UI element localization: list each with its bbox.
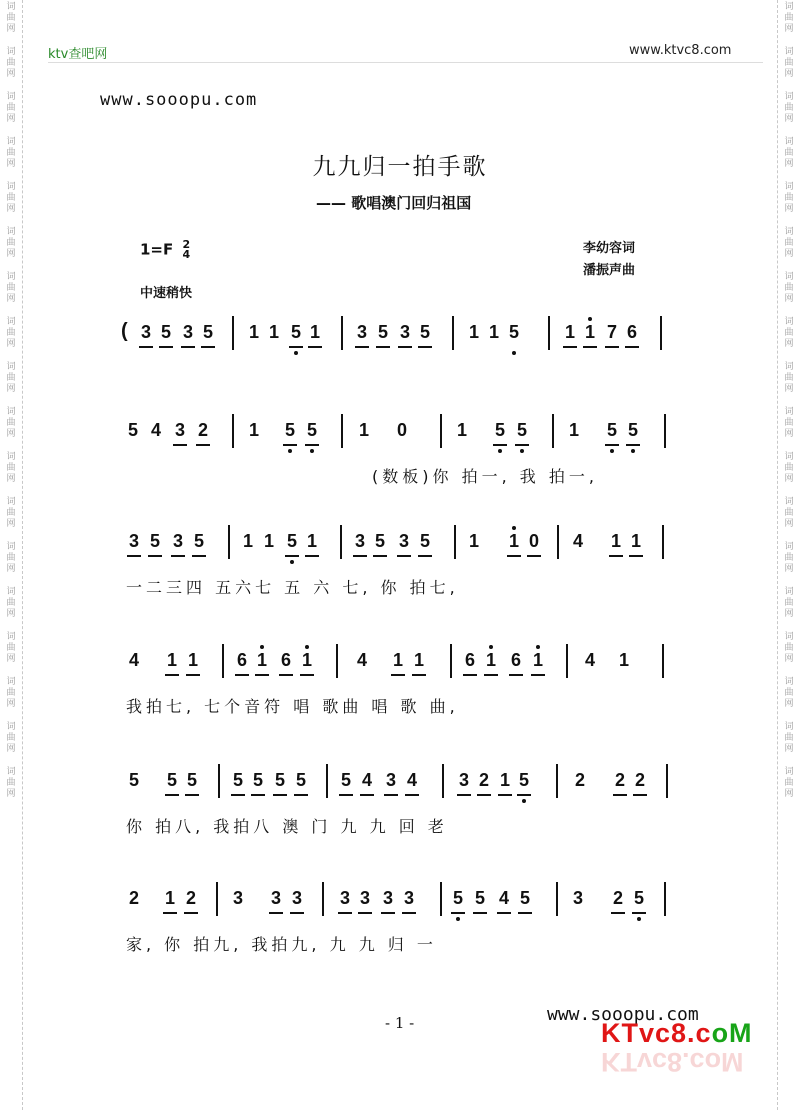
barline [557,525,559,559]
barline [228,525,230,559]
note: 4 [150,420,161,440]
note: 0 [526,531,542,552]
note: 6 [234,650,250,671]
note: 0 [396,420,407,440]
barline [440,882,442,916]
note: 1 [304,531,320,552]
barline [662,644,664,678]
note: 3 [172,420,188,441]
note: 5 [304,420,320,441]
note: 1 [562,322,578,343]
note: 5 [284,531,300,552]
ktvc8-logo [601,1018,753,1049]
header-site-url[interactable]: www.ktvc8.com [629,43,732,58]
note: 5 [604,420,620,441]
note: 2 [183,888,199,909]
note: 1 [162,888,178,909]
note: 2 [612,770,628,791]
note: 5 [472,888,488,909]
notation-line [0,531,800,567]
notation-line [0,322,800,358]
barline [222,644,224,678]
logo-reflection-b: oM [704,1047,744,1077]
left-margin-watermark: 词 曲 网 词 曲 网 词 曲 网 词 曲 网 词 曲 网 词 曲 网 词 曲 网 词 曲 网 词 曲 网 词 曲 网 词 曲 网 词 曲 网 词 曲 网 词 曲 网 词 曲 网 词 曲 网 词 曲 网 词 曲 网 [0,0,23,1110]
ktvc8-logo-reflection [601,1046,744,1077]
notation-line [0,420,800,456]
note: 5 [158,322,174,343]
opening-parenthesis: ( [121,320,128,342]
note: 1 [254,650,270,671]
logo-reflection-a: KTvc8.c [601,1047,705,1077]
note: 1 [608,531,624,552]
note: 5 [250,770,266,791]
note: 1 [248,322,259,342]
note: 5 [128,770,139,790]
barline [556,764,558,798]
barline [452,316,454,350]
barline [662,525,664,559]
note: 1 [248,420,259,440]
note: 5 [514,420,530,441]
note: 1 [299,650,315,671]
note: 1 [468,322,479,342]
note: 1 [358,420,369,440]
note: 2 [574,770,585,790]
lyricist: 李幼容词 [583,241,636,256]
barline [442,764,444,798]
barline [454,525,456,559]
note: 3 [572,888,583,908]
note: 1 [263,531,274,551]
notation-line [0,888,800,924]
note: 3 [396,531,412,552]
barline [664,414,666,448]
note: 1 [411,650,427,671]
note: 3 [383,770,399,791]
note: 3 [380,888,396,909]
note: 5 [631,888,647,909]
header-divider [48,62,763,63]
note: 1 [568,420,579,440]
note: 5 [272,770,288,791]
note: 3 [180,322,196,343]
note: 5 [200,322,216,343]
note: 5 [184,770,200,791]
note: 2 [195,420,211,441]
note: 4 [359,770,375,791]
note: 5 [417,322,433,343]
note: 1 [618,650,629,670]
note: 5 [230,770,246,791]
note: 3 [170,531,186,552]
song-title: 九九归一拍手歌 [312,154,488,180]
note: 1 [488,322,499,342]
barline [341,316,343,350]
barline [664,882,666,916]
note: 3 [354,322,370,343]
source-url: www.sooopu.com [100,90,258,110]
composer: 潘振声曲 [583,263,636,278]
note: 5 [492,420,508,441]
logo-part-a: KTvc8.c [601,1018,712,1048]
note: 1 [268,322,279,342]
note: 1 [582,322,598,343]
note: 1 [307,322,323,343]
notation-line [0,650,800,686]
note: 1 [456,420,467,440]
barline [450,644,452,678]
note: 5 [450,888,466,909]
note: 2 [128,888,139,908]
barline [548,316,550,350]
note: 5 [375,322,391,343]
note: 2 [610,888,626,909]
barline [216,882,218,916]
key-signature [140,240,190,260]
barline [552,414,554,448]
note: 4 [496,888,512,909]
note: 5 [191,531,207,552]
barline [660,316,662,350]
lyric-line: 一二三四 五六七 五 六 七, 你 拍七, [126,578,459,597]
note: 4 [572,531,583,551]
note: 3 [268,888,284,909]
note: 6 [278,650,294,671]
barline [440,414,442,448]
barline [566,644,568,678]
note: 3 [401,888,417,909]
note: 3 [456,770,472,791]
time-signature-bottom: 4 [182,248,191,261]
note: 1 [497,770,513,791]
barline [322,882,324,916]
note: 2 [476,770,492,791]
note: 3 [289,888,305,909]
time-signature-top: 2 [182,238,191,251]
barline [666,764,668,798]
note: 6 [508,650,524,671]
lyric-line: (数板)你 拍一, 我 拍一, [372,467,598,486]
note: 6 [624,322,640,343]
note: 3 [357,888,373,909]
note: 1 [468,531,479,551]
note: 5 [293,770,309,791]
note: 1 [483,650,499,671]
note: 5 [516,770,532,791]
note: 1 [390,650,406,671]
watermark-url: www.sooopu.com [547,1004,699,1025]
note: 3 [232,888,243,908]
time-signature [183,240,191,260]
note: 2 [632,770,648,791]
note: 7 [604,322,620,343]
header-site-name[interactable]: ktv查吧网 [48,47,108,62]
note: 5 [288,322,304,343]
note: 3 [337,888,353,909]
note: 1 [164,650,180,671]
barline [556,882,558,916]
note: 3 [352,531,368,552]
note: 3 [397,322,413,343]
note: 6 [462,650,478,671]
lyric-line: 你 拍八, 我拍八 澳 门 九 九 回 老 [126,817,448,836]
key-label: 1=F [140,240,174,259]
note: 5 [164,770,180,791]
note: 4 [356,650,367,670]
barline [340,525,342,559]
logo-part-b: oM [711,1018,753,1048]
note: 4 [584,650,595,670]
right-margin-watermark: 词 曲 网 词 曲 网 词 曲 网 词 曲 网 词 曲 网 词 曲 网 词 曲 网 词 曲 网 词 曲 网 词 曲 网 词 曲 网 词 曲 网 词 曲 网 词 曲 网 词 曲 网 词 曲 网 词 曲 网 词 曲 网 [777,0,800,1110]
note: 5 [282,420,298,441]
song-subtitle: —— 歌唱澳门回归祖国 [316,194,472,212]
note: 5 [417,531,433,552]
note: 1 [530,650,546,671]
barline [336,644,338,678]
note: 1 [185,650,201,671]
note: 5 [506,322,522,343]
page-number: - 1 - [385,1014,415,1032]
note: 1 [506,531,522,552]
lyric-line: 家, 你 拍九, 我拍九, 九 九 归 一 [126,935,437,954]
tempo-marking: 中速稍快 [140,286,193,301]
note: 1 [242,531,253,551]
note: 1 [628,531,644,552]
note: 3 [138,322,154,343]
note: 5 [147,531,163,552]
barline [232,316,234,350]
note: 5 [372,531,388,552]
barline [326,764,328,798]
note: 4 [128,650,139,670]
note: 5 [127,420,138,440]
note: 5 [625,420,641,441]
barline [218,764,220,798]
note: 5 [338,770,354,791]
note: 3 [126,531,142,552]
barline [232,414,234,448]
note: 5 [517,888,533,909]
barline [341,414,343,448]
note: 4 [404,770,420,791]
notation-line [0,770,800,806]
lyric-line: 我拍七, 七个音符 唱 歌曲 唱 歌 曲, [126,697,459,716]
